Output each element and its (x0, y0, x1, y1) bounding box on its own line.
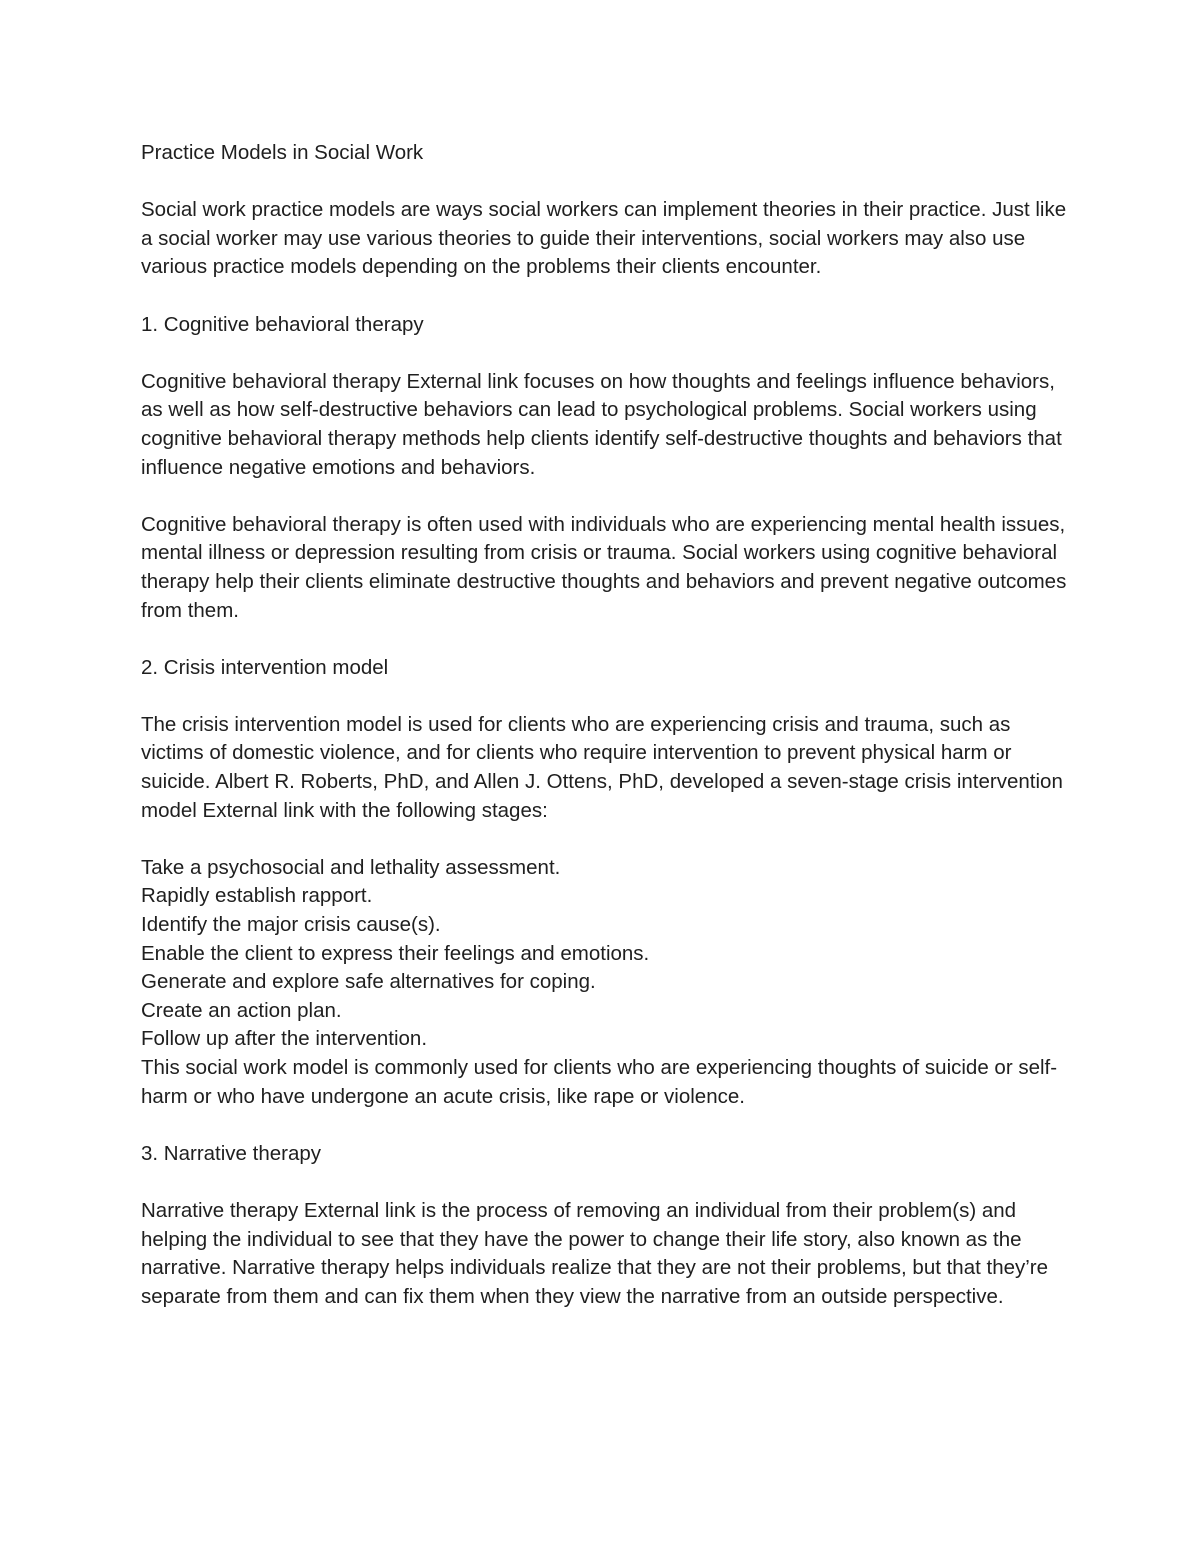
section-paragraph: The crisis intervention model is used for clients who are experiencing crisis and trauma, such as victims of domestic violence, and for clients who require intervention to prevent physical harm or suicide. Albert R. Roberts, PhD, and Allen J. Ottens, PhD, developed a seven-stage crisis intervention model External link with the following stages: (141, 712, 1063, 822)
list-item: Generate and explore safe alternatives for coping. (141, 970, 596, 994)
section-paragraph: Narrative therapy External link is the process of removing an individual from their problem(s) and helping the individual to see that they have the power to change their life story, also known as the narrative. Narrative therapy helps individuals realize that they are not their problems, but that they’re separate from them and can fix them when they view the narrative from an outside perspective. (141, 1198, 1049, 1308)
section-paragraph: This social work model is commonly used for clients who are experiencing thoughts of suicide or self-harm or who have undergone an acute crisis, like rape or violence. (141, 1056, 1058, 1108)
section-paragraph: Cognitive behavioral therapy External link focuses on how thoughts and feelings influence behaviors, as well as how self-destructive behaviors can lead to psychological problems. Social workers using cognitive behavioral therapy methods help clients identify self-destructive thoughts and behaviors that influence negative emotions and behaviors. (141, 369, 1062, 479)
crisis-stages-list (141, 854, 1071, 1054)
section-heading-narrative-therapy: 3. Narrative therapy (141, 1141, 322, 1165)
list-item: Take a psychosocial and lethality assessment. (141, 855, 561, 879)
list-item: Rapidly establish rapport. (141, 884, 373, 908)
section-paragraph: Cognitive behavioral therapy is often used with individuals who are experiencing mental health issues, mental illness or depression resulting from crisis or trauma. Social workers using cognitive behavioral therapy help their clients eliminate destructive thoughts and behaviors and prevent negative outcomes from them. (141, 512, 1067, 622)
list-item: Identify the major crisis cause(s). (141, 913, 441, 937)
intro-paragraph: Social work practice models are ways social workers can implement theories in their practice. Just like a social worker may use various theories to guide their interventions, social workers may also use various practice models depending on the problems their clients encounter. (141, 198, 1067, 279)
list-item: Enable the client to express their feelings and emotions. (141, 941, 650, 965)
document-title: Practice Models in Social Work (141, 141, 424, 164)
list-item: Create an action plan. (141, 998, 342, 1022)
document-body (141, 139, 1071, 1340)
list-item: Follow up after the intervention. (141, 1027, 428, 1051)
section-heading-crisis-intervention-model: 2. Crisis intervention model (141, 655, 389, 679)
section-heading-cognitive-behavioral-therapy: 1. Cognitive behavioral therapy (141, 312, 424, 336)
